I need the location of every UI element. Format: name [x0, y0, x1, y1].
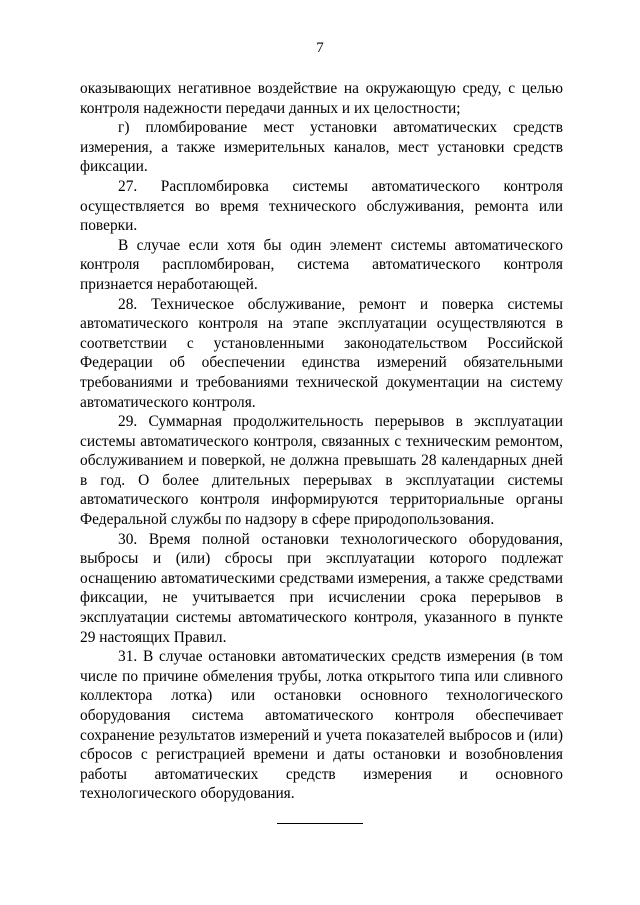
paragraph-27-note: В случае если хотя бы один элемент системы автоматического контроля распломбирован, система автоматического контроля признается неработающей. — [80, 236, 563, 293]
paragraph-28: 28. Техническое обслуживание, ремонт и поверка системы автоматического контроля на этапе эксплуатации осуществляются в соответствии с установленными законодательством Российской Федерации об обеспечении единства измерений обязательными требованиями и требованиями технической документации на систему автоматического контроля. — [80, 295, 563, 411]
document-body — [80, 79, 563, 804]
end-divider — [277, 823, 363, 824]
page-number: 7 — [316, 40, 324, 56]
paragraph-27: 27. Распломбировка системы автоматического контроля осуществляется во время технического обслуживания, ремонта или поверки. — [80, 177, 563, 235]
paragraph-30: 30. Время полной остановки технологического оборудования, выбросы и (или) сбросы при эксплуатации которого подлежат оснащению автоматическими средствами измерения, а также средствами фиксации, не учитывается при исчислении срока перерывов в эксплуатации системы автоматического контроля, указанного в пункте 29 настоящих Правил. — [80, 530, 563, 646]
paragraph-continuation: оказывающих негативное воздействие на окружающую среду, с целью контроля надежности передачи данных и их целостности; — [80, 80, 563, 117]
paragraph-item-g: г) пломбирование мест установки автоматических средств измерения, а также измерительных каналов, мест установки средств фиксации. — [80, 119, 563, 176]
paragraph-29: 29. Суммарная продолжительность перерывов в эксплуатации системы автоматического контроля, связанных с техническим ремонтом, обслуживанием и поверкой, не должна превышать 28 календарных дней в год. О более длительных перерывах в эксплуатации системы автоматического контроля информируются территориальные органы Федеральной службы по надзору в сфере природопользования. — [80, 413, 563, 529]
paragraph-31: 31. В случае остановки автоматических средств измерения (в том числе по причине обмеления трубы, лотка открытого типа или сливного коллектора лотка) или остановки основного технологического оборудования система автоматического контроля обеспечивает сохранение результатов измерений и учета показателей выбросов и (или) сбросов с регистрацией времени и даты остановки и возобновления работы автоматических средств измерения и основного технологического оборудования. — [80, 648, 563, 803]
